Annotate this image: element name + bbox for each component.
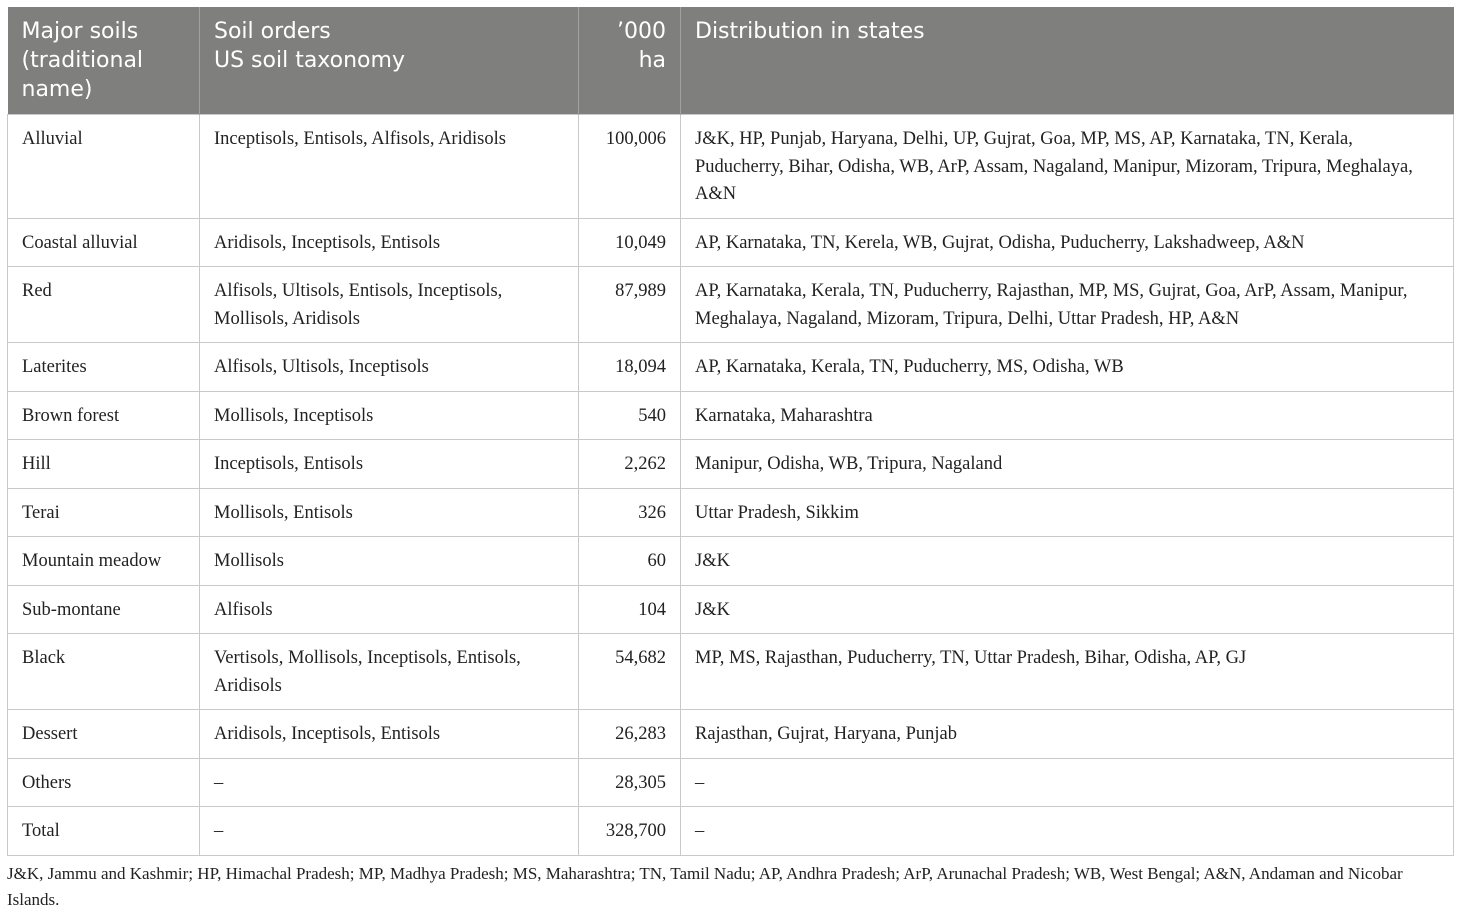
cell-states: AP, Karnataka, TN, Kerela, WB, Gujrat, Odisha, Puducherry, Lakshadweep, A&N: [681, 218, 1454, 267]
cell-soil-orders: Mollisols, Inceptisols: [200, 391, 579, 440]
header-soil-orders-line1: Soil orders: [214, 19, 331, 44]
cell-soil-orders: Aridisols, Inceptisols, Entisols: [200, 218, 579, 267]
header-distribution: Distribution in states: [681, 7, 1454, 115]
cell-soil-orders: Alfisols, Ultisols, Inceptisols: [200, 343, 579, 392]
cell-soil-name: Sub-montane: [8, 585, 200, 634]
table-row: [8, 440, 1454, 489]
cell-area: 10,049: [579, 218, 681, 267]
table-row: [8, 634, 1454, 710]
cell-area: 100,006: [579, 115, 681, 219]
cell-soil-orders: Vertisols, Mollisols, Inceptisols, Entisols, Aridisols: [200, 634, 579, 710]
cell-states: Rajasthan, Gujrat, Haryana, Punjab: [681, 710, 1454, 759]
cell-soil-name: Total: [8, 807, 200, 856]
cell-area: 2,262: [579, 440, 681, 489]
cell-soil-orders: Inceptisols, Entisols, Alfisols, Aridisols: [200, 115, 579, 219]
soil-table: [7, 7, 1454, 856]
header-area: [579, 7, 681, 115]
cell-area: 60: [579, 537, 681, 586]
cell-soil-name: Terai: [8, 488, 200, 537]
cell-states: –: [681, 807, 1454, 856]
header-area-line2: ha: [638, 48, 666, 73]
cell-area: 104: [579, 585, 681, 634]
cell-states: Karnataka, Maharashtra: [681, 391, 1454, 440]
cell-soil-orders: Alfisols: [200, 585, 579, 634]
cell-area: 87,989: [579, 267, 681, 343]
table-footnote: J&K, Jammu and Kashmir; HP, Himachal Pradesh; MP, Madhya Pradesh; MS, Maharashtra; TN, Tamil Nadu; AP, Andhra Pradesh; ArP, Arunachal Pradesh; WB, West Bengal; A&N, Andaman and Nicobar Islands.: [7, 864, 1403, 909]
cell-soil-orders: Mollisols: [200, 537, 579, 586]
cell-area: 18,094: [579, 343, 681, 392]
cell-states: J&K: [681, 537, 1454, 586]
cell-states: Uttar Pradesh, Sikkim: [681, 488, 1454, 537]
cell-states: AP, Karnataka, Kerala, TN, Puducherry, Rajasthan, MP, MS, Gujrat, Goa, ArP, Assam, Manipur, Meghalaya, Nagaland, Mizoram, Tripura, Delhi, Uttar Pradesh, HP, A&N: [681, 267, 1454, 343]
cell-soil-name: Alluvial: [8, 115, 200, 219]
cell-soil-orders: Aridisols, Inceptisols, Entisols: [200, 710, 579, 759]
table-row: [8, 758, 1454, 807]
cell-area: 540: [579, 391, 681, 440]
cell-states: MP, MS, Rajasthan, Puducherry, TN, Uttar Pradesh, Bihar, Odisha, AP, GJ: [681, 634, 1454, 710]
cell-soil-name: Coastal alluvial: [8, 218, 200, 267]
header-area-line1: ’000: [617, 19, 666, 44]
table-row: [8, 807, 1454, 856]
cell-area: 326: [579, 488, 681, 537]
table-row: [8, 488, 1454, 537]
table-header-row: [8, 7, 1454, 115]
table-row: [8, 391, 1454, 440]
cell-area: 26,283: [579, 710, 681, 759]
cell-area: 28,305: [579, 758, 681, 807]
cell-states: Manipur, Odisha, WB, Tripura, Nagaland: [681, 440, 1454, 489]
cell-soil-orders: Inceptisols, Entisols: [200, 440, 579, 489]
table-row: [8, 267, 1454, 343]
cell-soil-name: Laterites: [8, 343, 200, 392]
cell-soil-orders: –: [200, 758, 579, 807]
cell-soil-name: Black: [8, 634, 200, 710]
table-row: [8, 343, 1454, 392]
cell-soil-name: Hill: [8, 440, 200, 489]
cell-states: J&K, HP, Punjab, Haryana, Delhi, UP, Gujrat, Goa, MP, MS, AP, Karnataka, TN, Kerala, Puducherry, Bihar, Odisha, WB, ArP, Assam, Nagaland, Manipur, Mizoram, Tripura, Meghalaya, A&N: [681, 115, 1454, 219]
cell-soil-name: Red: [8, 267, 200, 343]
table-row: [8, 585, 1454, 634]
cell-area: 328,700: [579, 807, 681, 856]
cell-states: AP, Karnataka, Kerala, TN, Puducherry, MS, Odisha, WB: [681, 343, 1454, 392]
cell-area: 54,682: [579, 634, 681, 710]
cell-soil-orders: –: [200, 807, 579, 856]
cell-states: J&K: [681, 585, 1454, 634]
cell-soil-name: Brown forest: [8, 391, 200, 440]
soil-table-container: [7, 7, 1453, 856]
cell-soil-name: Others: [8, 758, 200, 807]
table-row: [8, 115, 1454, 219]
table-row: [8, 537, 1454, 586]
cell-soil-name: Mountain meadow: [8, 537, 200, 586]
header-soil-orders: [200, 7, 579, 115]
cell-states: –: [681, 758, 1454, 807]
cell-soil-orders: Mollisols, Entisols: [200, 488, 579, 537]
table-row: [8, 218, 1454, 267]
table-row: [8, 710, 1454, 759]
header-soil-orders-line2: US soil taxonomy: [214, 48, 405, 73]
table-body: [8, 115, 1454, 856]
cell-soil-name: Dessert: [8, 710, 200, 759]
header-major-soils: Major soils (traditional name): [8, 7, 200, 115]
cell-soil-orders: Alfisols, Ultisols, Entisols, Inceptisols, Mollisols, Aridisols: [200, 267, 579, 343]
